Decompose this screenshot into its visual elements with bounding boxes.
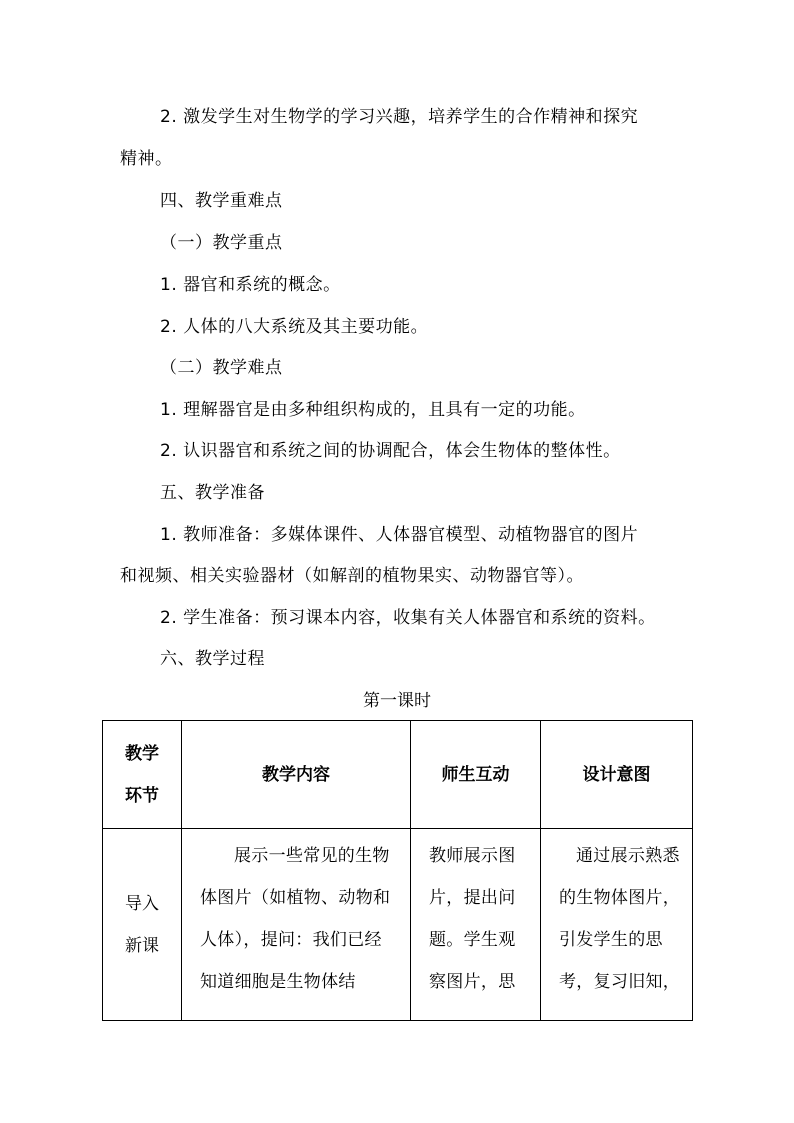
header-stage-line-1: 教学 (125, 743, 159, 764)
key-point-1: 1. 器官和系统的概念。 (160, 275, 341, 295)
difficult-point-1: 1. 理解器官是由多种组织构成的，且具有一定的功能。 (160, 400, 586, 420)
header-stage (103, 721, 182, 829)
section-heading-process: 六、教学过程 (160, 649, 265, 669)
content-cell (182, 829, 411, 1021)
header-intent: 设计意图 (541, 721, 693, 829)
interaction-text: 教师展示图片，提出问题。学生观察图片，思 (429, 846, 516, 992)
interaction-cell (411, 829, 541, 1021)
header-stage-line-2: 环节 (125, 785, 159, 806)
subheading-key-points: （一）教学重点 (160, 233, 283, 253)
stage-line-2: 新课 (125, 935, 159, 956)
content-text: 展示一些常见的生物体图片（如植物、动物和人体），提问：我们已经知道细胞是生物体结 (200, 846, 391, 992)
intent-text: 通过展示熟悉的生物体图片，引发学生的思考，复习旧知， (559, 846, 681, 992)
objective-2-text-continued: 精神。 (120, 149, 173, 169)
header-interaction: 师生互动 (411, 721, 541, 829)
intent-cell (541, 829, 693, 1021)
section-heading-key-difficult-points: 四、教学重难点 (160, 191, 283, 211)
table-caption: 第一课时 (363, 691, 431, 711)
objective-2-text: 2. 激发学生对生物学的学习兴趣，培养学生的合作精神和探究 (160, 107, 639, 127)
stage-cell (103, 829, 182, 1021)
difficult-point-2: 2. 认识器官和系统之间的协调配合，体会生物体的整体性。 (160, 441, 621, 461)
subheading-difficult-points: （二）教学难点 (160, 358, 283, 378)
stage-line-1: 导入 (125, 893, 159, 914)
teacher-preparation: 1. 教师准备：多媒体课件、人体器官模型、动植物器官的图片 (160, 525, 639, 545)
teacher-preparation-continued: 和视频、相关实验器材（如解剖的植物果实、动物器官等）。 (120, 566, 584, 586)
header-content: 教学内容 (182, 721, 411, 829)
key-point-2: 2. 人体的八大系统及其主要功能。 (160, 317, 429, 337)
section-heading-preparation: 五、教学准备 (160, 483, 265, 503)
table-header-row (103, 721, 693, 829)
student-preparation: 2. 学生准备：预习课本内容，收集有关人体器官和系统的资料。 (160, 608, 656, 628)
lesson-table (102, 720, 693, 1021)
table-row (103, 829, 693, 1021)
